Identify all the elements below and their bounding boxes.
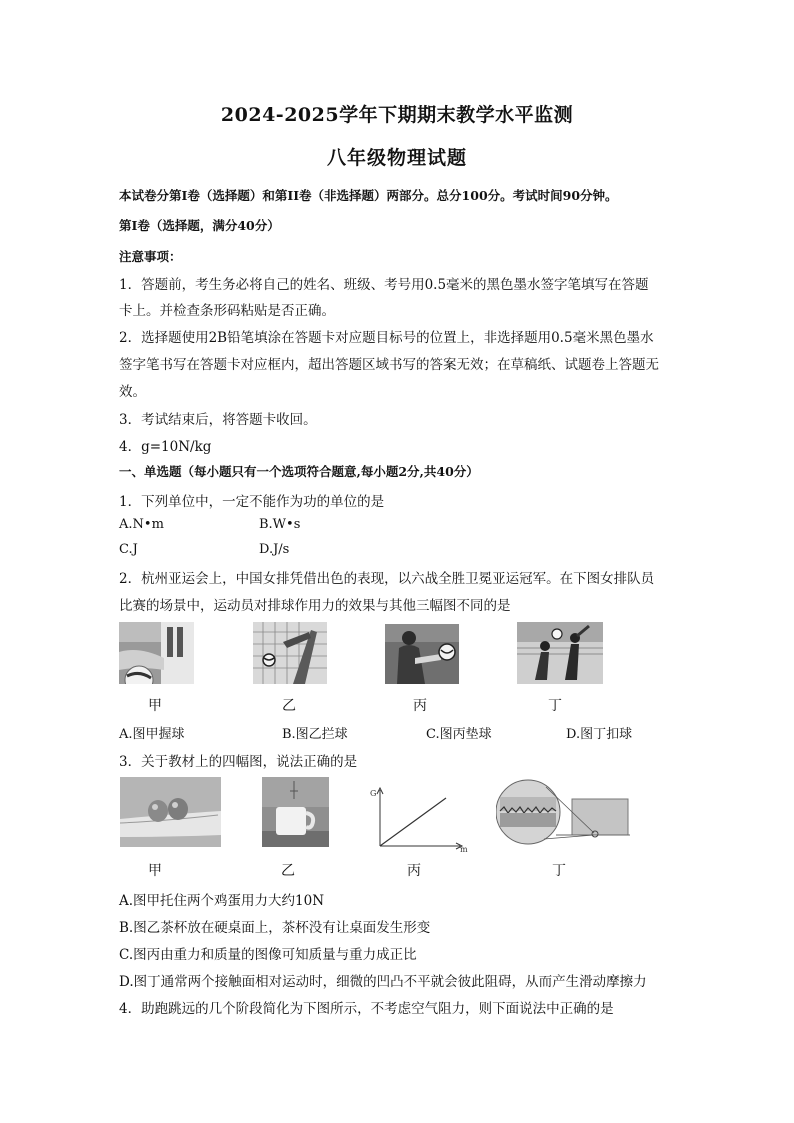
q2-option-b: B.图乙拦球	[282, 727, 348, 742]
q2-caption-ding: 丁	[548, 698, 562, 714]
q2-option-a: A.图甲握球	[119, 727, 185, 742]
q3-option-a: A.图甲托住两个鸡蛋用力大约10N	[119, 893, 325, 909]
q1-option-d: D.J/s	[259, 542, 290, 557]
part1-heading: 第I卷（选择题，满分40分）	[119, 218, 280, 233]
intro-line: 本试卷分第I卷（选择题）和第II卷（非选择题）两部分。总分100分。考试时间90分钟。	[119, 188, 618, 203]
q3-caption-yi: 乙	[281, 863, 295, 879]
q3-caption-jia: 甲	[148, 863, 162, 879]
q2-caption-bing: 丙	[413, 698, 427, 714]
exam-subtitle: 八年级物理试题	[326, 147, 467, 169]
exam-title: 2024-2025学年下期期末教学水平监测	[220, 104, 574, 126]
note-2a: 2．选择题使用2B铅笔填涂在答题卡对应题目标号的位置上，非选择题用0.5毫米黑色墨水	[119, 330, 654, 346]
q2-stem-a: 2．杭州亚运会上，中国女排凭借出色的表现，以六战全胜卫冕亚运冠军。在下图女排队员	[119, 571, 655, 587]
note-2b: 签字笔书写在答题卡对应框内，超出答题区域书写的答案无效；在草稿纸、试题卷上答题无	[119, 357, 659, 373]
q2-option-d: D.图丁扣球	[566, 727, 633, 742]
graph-x-label: m	[460, 845, 468, 852]
q3-figure-yi	[262, 777, 329, 847]
q2-figure-jia	[119, 622, 194, 684]
graph-y-label: G	[370, 789, 377, 798]
section1-heading: 一、单选题（每小题只有一个选项符合题意,每小题2分,共40分）	[119, 464, 479, 479]
notes-title: 注意事项：	[119, 249, 182, 264]
q2-caption-jia: 甲	[148, 698, 162, 714]
q2-figure-bing	[385, 624, 459, 684]
q1-stem: 1．下列单位中，一定不能作为功的单位的是	[119, 494, 385, 510]
q2-figure-yi	[253, 622, 327, 684]
q1-option-a: A.N•m	[119, 517, 164, 532]
q2-figure-ding	[517, 622, 603, 684]
q3-stem: 3．关于教材上的四幅图，说法正确的是	[119, 754, 358, 770]
q3-option-d: D.图丁通常两个接触面相对运动时，细微的凹凸不平就会彼此阻碍，从而产生滑动摩擦力	[119, 974, 647, 990]
q3-figure-bing-graph	[366, 782, 470, 852]
q1-option-b: B.W•s	[259, 517, 301, 532]
q3-caption-ding: 丁	[552, 863, 566, 879]
q3-caption-bing: 丙	[407, 863, 421, 879]
q4-stem: 4．助跑跳远的几个阶段简化为下图所示，不考虑空气阻力，则下面说法中正确的是	[119, 1001, 614, 1017]
q2-caption-yi: 乙	[282, 698, 296, 714]
q1-option-c: C.J	[119, 542, 138, 557]
note-3: 3．考试结束后，将答题卡收回。	[119, 412, 317, 428]
note-4: 4．g=10N/kg	[119, 439, 212, 455]
note-2c: 效。	[119, 384, 146, 400]
q3-option-c: C.图丙由重力和质量的图像可知质量与重力成正比	[119, 947, 417, 963]
note-1b: 卡上。并检查条形码粘贴是否正确。	[119, 303, 335, 319]
q2-stem-b: 比赛的场景中，运动员对排球作用力的效果与其他三幅图不同的是	[119, 598, 511, 614]
q3-figure-jia	[120, 777, 221, 847]
note-1a: 1．答题前，考生务必将自己的姓名、班级、考号用0.5毫米的黑色墨水签字笔填写在答题	[119, 277, 649, 293]
q3-figure-ding	[496, 777, 630, 847]
q3-option-b: B.图乙茶杯放在硬桌面上，茶杯没有让桌面发生形变	[119, 920, 431, 936]
q2-option-c: C.图丙垫球	[426, 727, 492, 742]
